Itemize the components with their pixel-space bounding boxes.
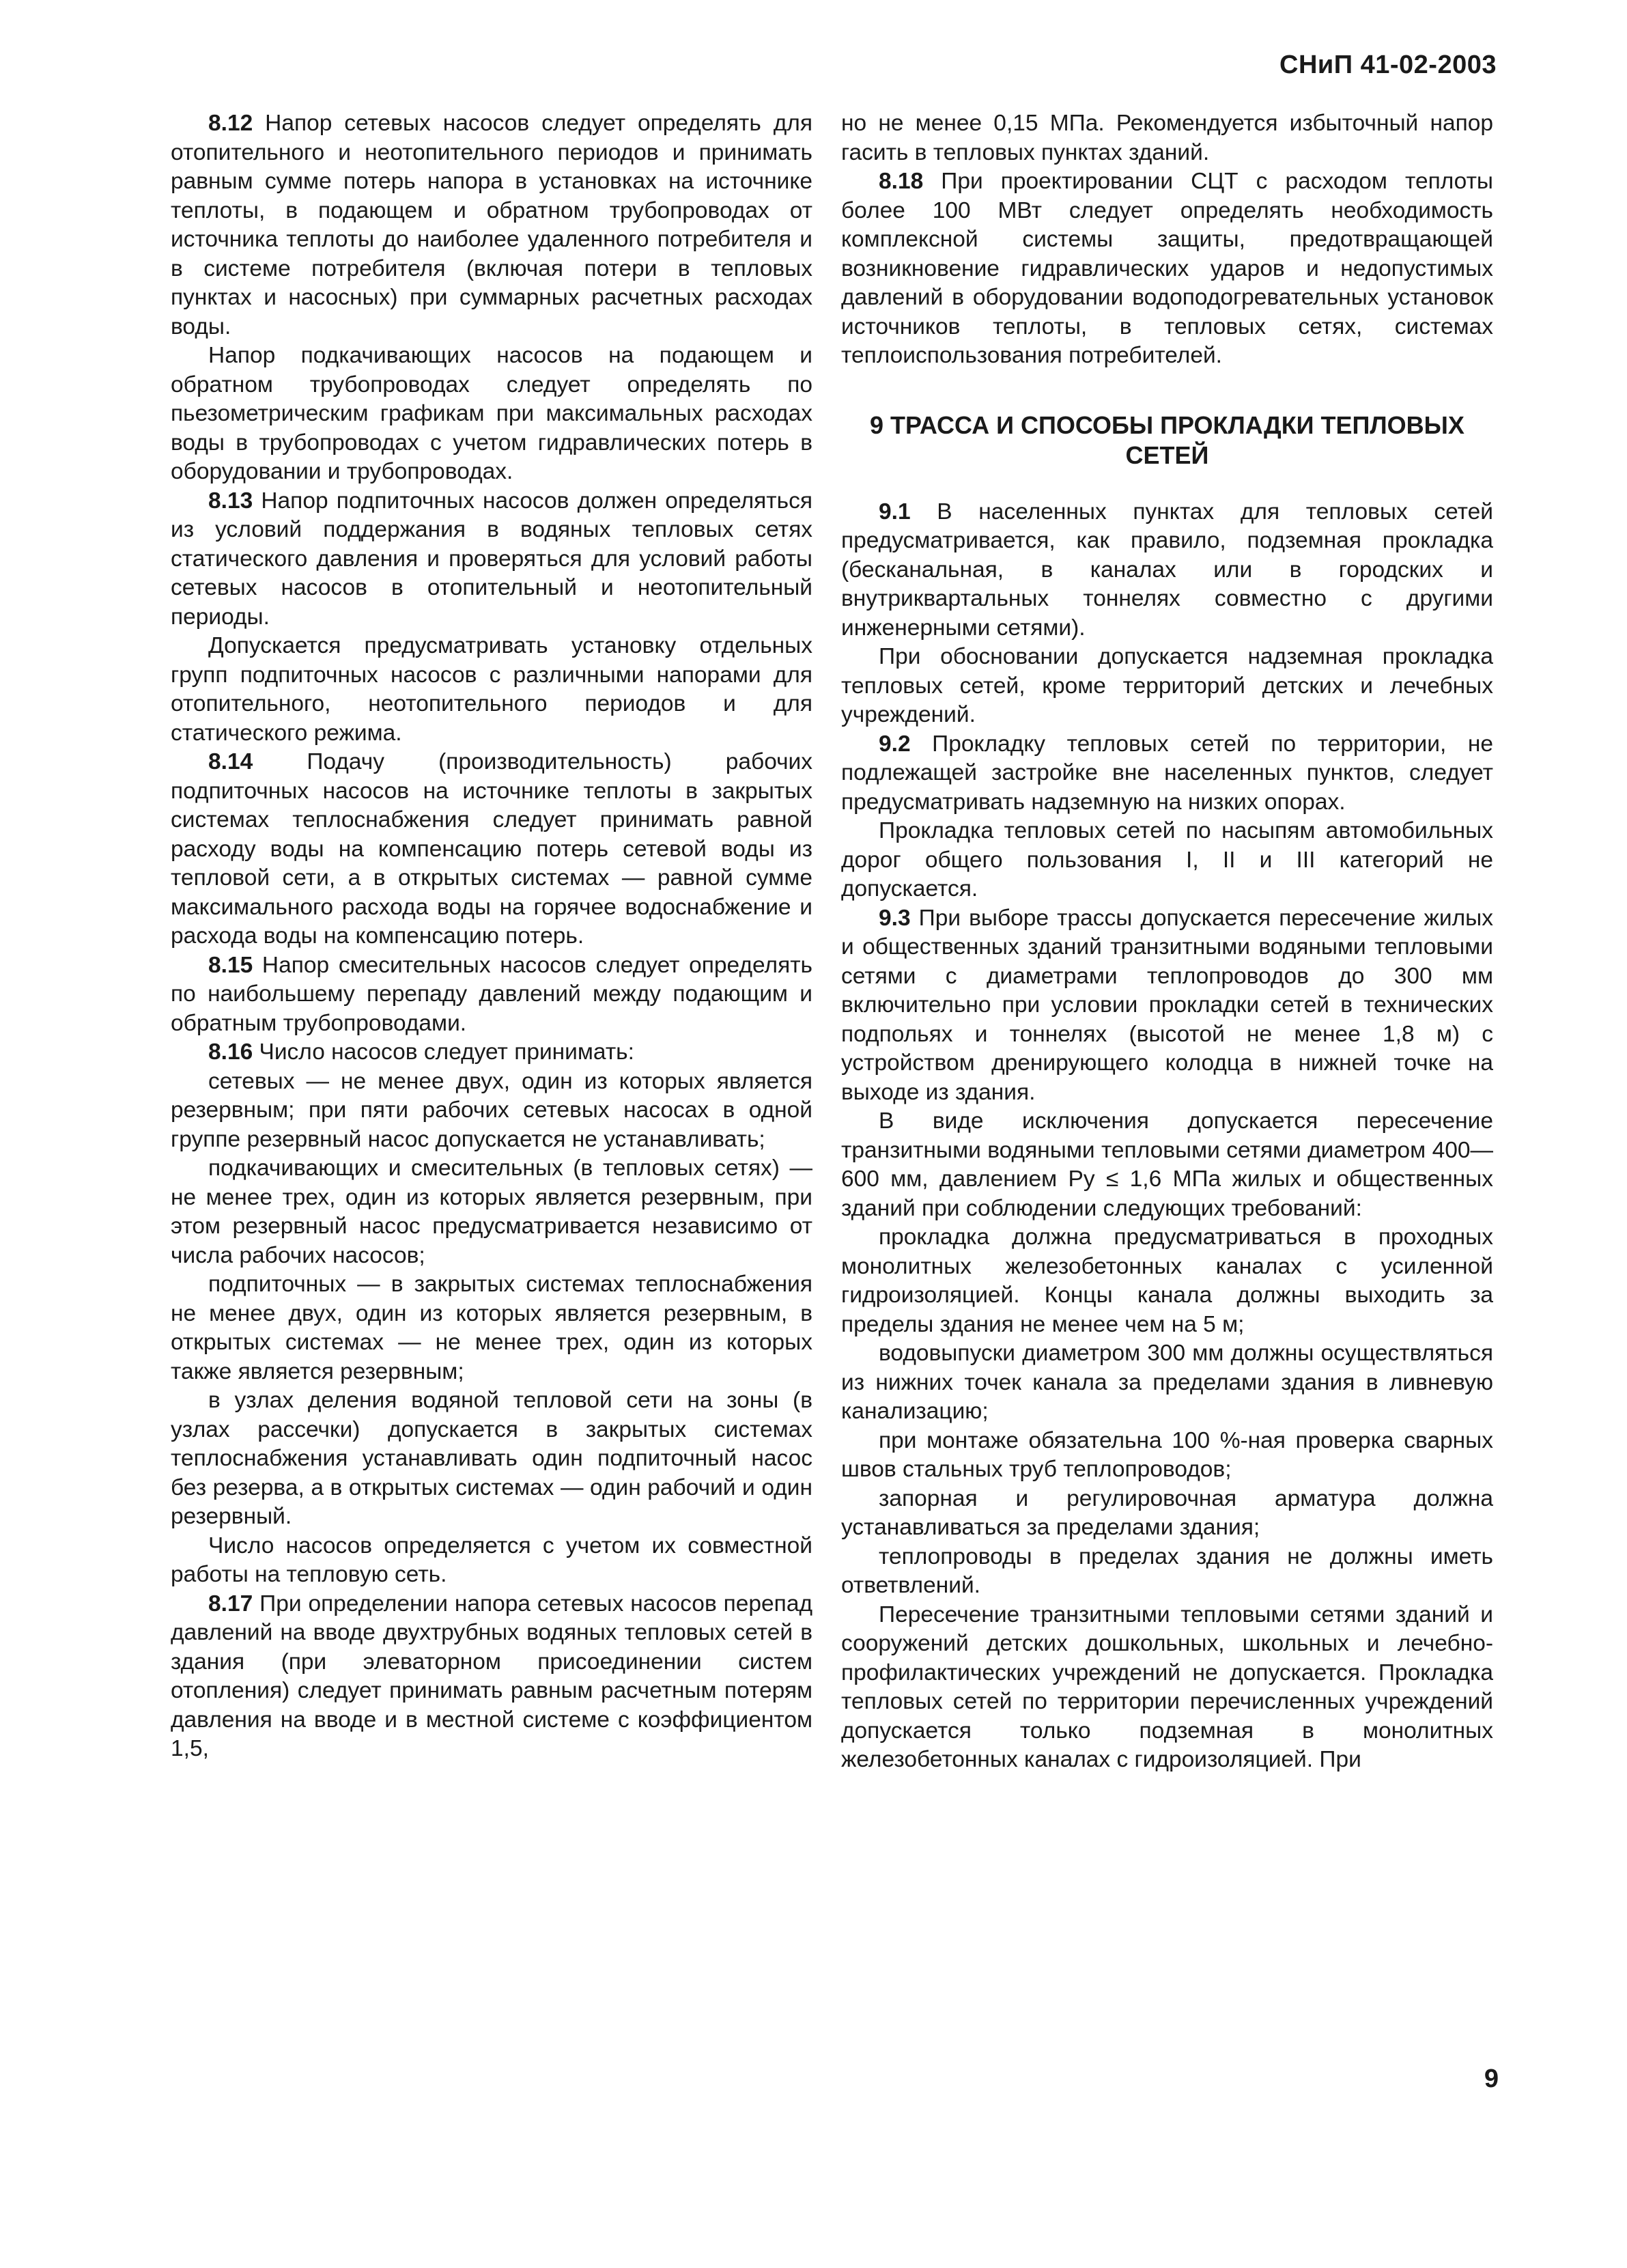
document-code-header: СНиП 41-02-2003 (1279, 51, 1497, 79)
right-text-column (841, 109, 1493, 1775)
paragraph (841, 1427, 1493, 1485)
left-text-column (171, 109, 812, 1764)
right-column-top (841, 109, 1493, 371)
paragraph-text: водовыпуски диаметром 300 мм должны осуществляться из нижних точек канала за пределами здания в ливневую канализацию; (841, 1341, 1493, 1424)
paragraph-text: Прокладка тепловых сетей по насыпям автомобильных дорог общего пользования I, II и III категорий не допускается. (841, 818, 1493, 901)
paragraph-text: теплопроводы в пределах здания не должны иметь ответвлений. (841, 1543, 1493, 1598)
clause-number: 8.14 (208, 749, 253, 774)
paragraph (171, 1067, 812, 1155)
paragraph-text: Число насосов следует принимать: (253, 1039, 634, 1065)
clause-number: 8.17 (208, 1591, 253, 1616)
clause-number: 9.3 (879, 905, 911, 931)
paragraph-text: Напор сетевых насосов следует определять для отопительного и неотопительного периодов и принимать равным сумме потерь напора в установках на источнике теплоты, в подающем и обратном трубопроводах от источника теплоты до наиболее удаленного потребителя и в системе потребителя (включая потери в тепловых пунктах и насосных) при суммарных расчетных расходах воды. (171, 111, 812, 339)
clause-number: 8.12 (208, 111, 253, 136)
paragraph (171, 951, 812, 1039)
paragraph-text: В виде исключения допускается пересечение транзитными водяными тепловыми сетями диаметром 400—600 мм, давлением Pу ≤ 1,6 МПа жилых и общественных зданий при соблюдении следующих требований: (841, 1108, 1493, 1221)
paragraph (841, 1601, 1493, 1775)
paragraph (171, 1154, 812, 1270)
paragraph-text: прокладка должна предусматриваться в проходных монолитных железобетонных каналах с усиленной гидроизоляцией. Концы канала должны выходить за пределы здания не менее чем на 5 м; (841, 1224, 1493, 1337)
paragraph (841, 1339, 1493, 1427)
paragraph-text: подпиточных — в закрытых системах теплоснабжения не менее двух, один из которых является резервным, в открытых системах — не менее трех, один из которых также является резервным; (171, 1272, 812, 1384)
paragraph-text: запорная и регулировочная арматура должна устанавливаться за пределами здания; (841, 1485, 1493, 1540)
clause-number: 8.15 (208, 952, 253, 978)
paragraph (841, 109, 1493, 167)
paragraph (171, 1532, 812, 1590)
paragraph (171, 1590, 812, 1764)
paragraph (171, 632, 812, 748)
paragraph (171, 487, 812, 632)
paragraph-text: При проектировании СЦТ с расходом теплоты более 100 МВт следует определять необходимость комплексной системы защиты, предотвращающей возникновение гидравлических ударов и недопустимых давлений в оборудовании водоподогревательных установок источников теплоты, в тепловых сетях, системах теплоиспользования потребителей. (841, 169, 1493, 368)
paragraph (841, 1543, 1493, 1601)
paragraph-text: Число насосов определяется с учетом их совместной работы на тепловую сеть. (171, 1532, 812, 1587)
paragraph-text: При обосновании допускается надземная прокладка тепловых сетей, кроме территорий детских и лечебных учреждений. (841, 644, 1493, 727)
paragraph-text: Напор подпиточных насосов должен определяться из условий поддержания в водяных тепловых сетях статического давления и проверяться для условий работы сетевых насосов в отопительный и неотопительный периоды. (171, 488, 812, 630)
paragraph (171, 1270, 812, 1386)
paragraph-text: в узлах деления водяной тепловой сети на зоны (в узлах рассечки) допускается в закрытых системах теплоснабжения устанавливать один подпиточный насос без резерва, а в открытых системах — один рабочий и один резервный. (171, 1388, 812, 1529)
paragraph (171, 1386, 812, 1532)
paragraph (841, 498, 1493, 643)
paragraph (841, 167, 1493, 371)
paragraph-text: но не менее 0,15 МПа. Рекомендуется избыточный напор гасить в тепловых пунктах зданий. (841, 111, 1493, 165)
clause-number: 8.13 (208, 488, 253, 514)
paragraph-text: При определении напора сетевых насосов перепад давлений на вводе двухтрубных водяных тепловых сетей в здания (при элеваторном присоединении систем отопления) следует принимать равным расчетным потерям давления на вводе и в местной системе с коэффициентом 1,5, (171, 1591, 812, 1761)
paragraph (841, 904, 1493, 1108)
paragraph (841, 817, 1493, 904)
paragraph (171, 1038, 812, 1067)
paragraph (841, 730, 1493, 817)
clause-number: 8.16 (208, 1039, 253, 1065)
paragraph-text: Напор смесительных насосов следует определять по наибольшему перепаду давлений между подающим и обратным трубопроводами. (171, 952, 812, 1036)
paragraph-text: Допускается предусматривать установку отдельных групп подпиточных насосов с различными напорами для отопительного, неотопительного периодов и для статического режима. (171, 633, 812, 746)
paragraph-text: В населенных пунктах для тепловых сетей предусматривается, как правило, подземная прокладка (бесканальная, в каналах или в городских и внутриквартальных тоннелях совместно с другими инженерными сетями). (841, 499, 1493, 641)
paragraph-text: сетевых — не менее двух, один из которых является резервным; при пяти рабочих сетевых насосах в одной группе резервный насос допускается не устанавливать; (171, 1068, 812, 1152)
paragraph-text: при монтаже обязательна 100 %-ная проверка сварных швов стальных труб теплопроводов; (841, 1427, 1493, 1482)
paragraph (171, 748, 812, 951)
paragraph (171, 109, 812, 341)
page-number: 9 (1484, 2064, 1499, 2093)
paragraph-text: подкачивающих и смесительных (в тепловых сетях) — не менее трех, один из которых является резервным, при этом резервный насос предусматривается независимо от числа рабочих насосов; (171, 1156, 812, 1268)
paragraph-text: Подачу (производительность) рабочих подпиточных насосов на источнике теплоты в закрытых системах теплоснабжения следует принимать равной расходу воды на компенсацию потерь сетевой воды из тепловой сети, а в открытых системах — равной сумме максимального расхода воды на горячее водоснабжение и расхода воды на компенсацию потерь. (171, 749, 812, 949)
paragraph-text: Напор подкачивающих насосов на подающем и обратном трубопроводах следует определять по пьезометрическим графикам при максимальных расходах воды в трубопроводах с учетом гидравлических потерь в оборудовании и трубопроводах. (171, 343, 812, 484)
right-column-bottom (841, 498, 1493, 1775)
paragraph-text: При выборе трассы допускается пересечение жилых и общественных зданий транзитными водяными тепловыми сетями с диаметрами теплопроводов до 300 мм включительно при условии прокладки сетей в технических подпольях и тоннелях (высотой не менее 1,8 м) с устройством дренирующего колодца в нижней точке на выходе из здания. (841, 905, 1493, 1105)
paragraph (841, 1485, 1493, 1543)
paragraph (841, 643, 1493, 730)
paragraph-text: Пересечение транзитными тепловыми сетями зданий и сооружений детских дошкольных, школьных и лечебно-профилактических учреждений не допускается. Прокладка тепловых сетей по территории перечисленных учреждений допускается только подземная в монолитных железобетонных каналах с гидроизоляцией. При (841, 1601, 1493, 1772)
paragraph (841, 1223, 1493, 1339)
paragraph-text: Прокладку тепловых сетей по территории, не подлежащей застройке вне населенных пунктов, следует предусматривать надземную на низких опорах. (841, 731, 1493, 815)
section-heading: 9 ТРАССА И СПОСОБЫ ПРОКЛАДКИ ТЕПЛОВЫХ СЕТЕЙ (870, 410, 1465, 469)
paragraph (841, 1107, 1493, 1223)
clause-number: 9.1 (879, 499, 911, 524)
paragraph (171, 341, 812, 487)
clause-number: 8.18 (879, 169, 924, 194)
clause-number: 9.2 (879, 731, 911, 757)
